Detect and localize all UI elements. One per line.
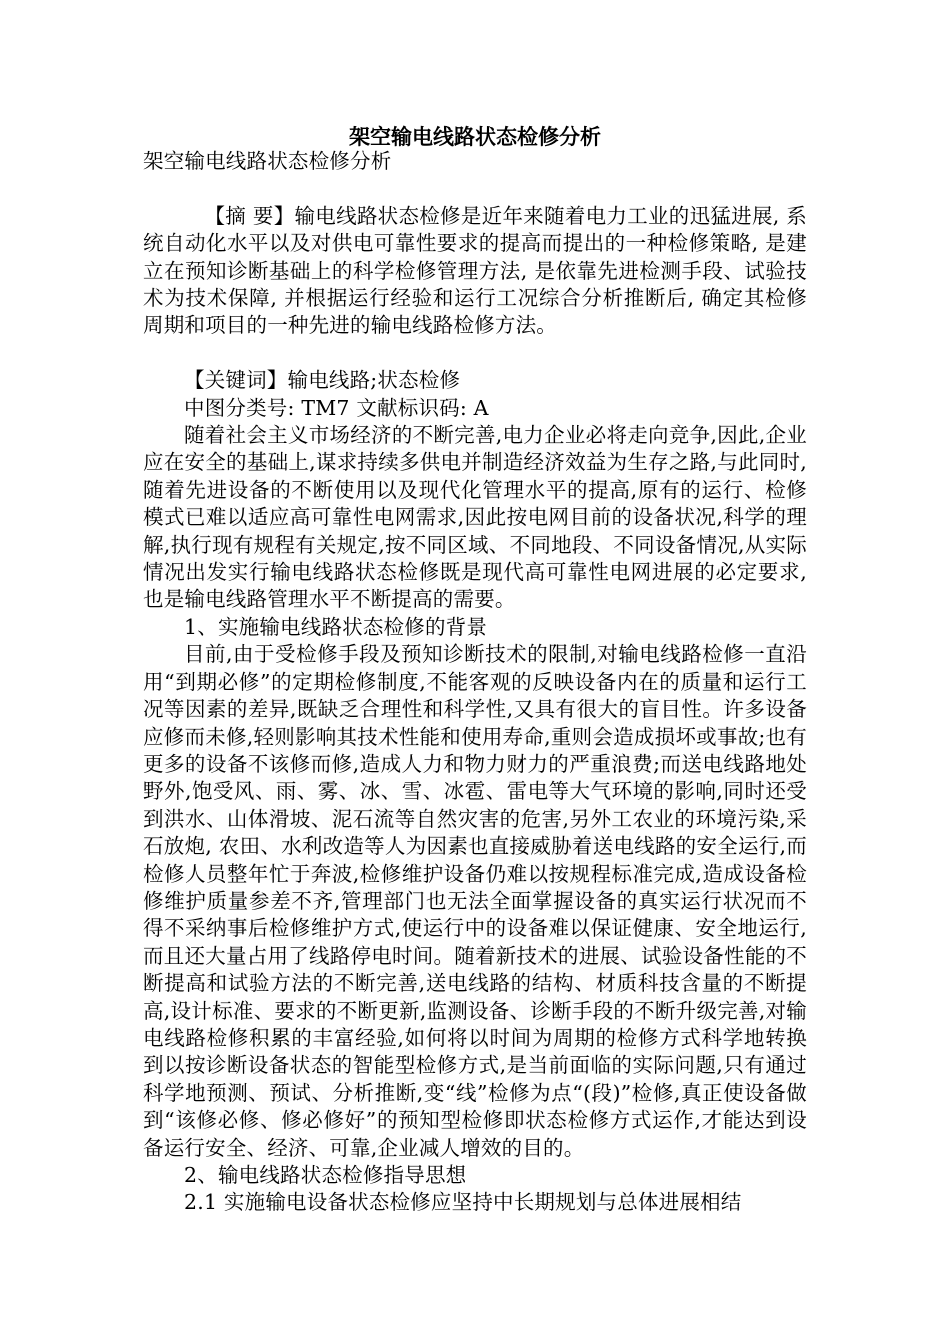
- document-title: 架空输电线路状态检修分析: [349, 125, 601, 149]
- section-2-heading: 2、输电线路状态检修指导思想: [184, 1163, 467, 1187]
- abstract-paragraph: 【摘 要】输电线路状态检修是近年来随着电力工业的迅猛进展, 系统自动化水平以及对供电可靠性要求的提高而提出的一种检修策略, 是建立在预知诊断基础上的科学检修管理方法, 是依靠先进检测手段、试验技术为技术保障, 并根据运行经验和运行工况综合分析推断后, 确定其检修周期和项目的一种先进的输电线路检修方法。: [143, 203, 807, 338]
- blank-line: [143, 175, 807, 202]
- classification-line: 中图分类号: TM7 文献标识码: A: [184, 395, 489, 420]
- section-2-1-paragraph: 2.1 实施输电设备状态检修应坚持中长期规划与总体进展相结: [184, 1190, 742, 1215]
- document-subtitle: 架空输电线路状态检修分析: [143, 149, 392, 173]
- intro-paragraph: 随着社会主义市场经济的不断完善,电力企业必将走向竞争,因此,企业应在安全的基础上,谋求持续多供电并制造经济效益为生存之路,与此同时,随着先进设备的不断使用以及现代化管理水平的提高,原有的运行、检修模式已难以适应高可靠性电网需求,因此按电网目前的设备状况,科学的理解,执行现有规程有关规定,按不同区域、不同地段、不同设备情况,从实际情况出发实行输电线路状态检修既是现代高可靠性电网进展的必定要求,也是输电线路管理水平不断提高的需要。: [143, 423, 807, 612]
- section-1-paragraph: 目前,由于受检修手段及预知诊断技术的限制,对输电线路检修一直沿用“到期必修”的定期检修制度,不能客观的反映设备内在的质量和运行工况等因素的差异,既缺乏合理性和科学性,又具有很大的盲目性。许多设备应修而未修,轻则影响其技术性能和使用寿命,重则会造成损坏或事故;也有更多的设备不该修而修,造成人力和物力财力的严重浪费;而送电线路地处野外,饱受风、雨、雾、冰、雪、冰雹、雷电等大气环境的影响,同时还受到洪水、山体滑坡、泥石流等自然灾害的危害,另外工农业的环境污染,采石放炮, 农田、水利改造等人为因素也直接威胁着送电线路的安全运行,而检修人员整年忙于奔波,检修维护设备仍难以按规程标准完成,造成设备检修维护质量参差不齐,管理部门也无法全面掌握设备的真实运行状况而不得不采纳事后检修维护方式,使运行中的设备难以保证健康、安全地运行,而且还大量占用了线路停电时间。随着新技术的进展、试验设备性能的不断提高和试验方法的不断完善,送电线路的结构、材质科技含量的不断提高,设计标准、要求的不断更新,监测设备、诊断手段的不断升级完善,对输电线路检修积累的丰富经验,如何将以时间为周期的检修方式科学地转换到以按诊断设备状态的智能型检修方式,是当前面临的实际问题,只有通过科学地预测、预试、分析推断,变“线”检修为点“(段)”检修,真正使设备做到“该修必修、修必修好”的预知型检修即状态检修方式运作,才能达到设备运行安全、经济、可靠,企业减人增效的目的。: [143, 642, 807, 1160]
- blank-line: [143, 340, 807, 367]
- keywords-line: 【关键词】输电线路;状态检修: [184, 368, 461, 393]
- document-body: [143, 148, 807, 1217]
- section-1-heading: 1、实施输电线路状态检修的背景: [184, 614, 488, 639]
